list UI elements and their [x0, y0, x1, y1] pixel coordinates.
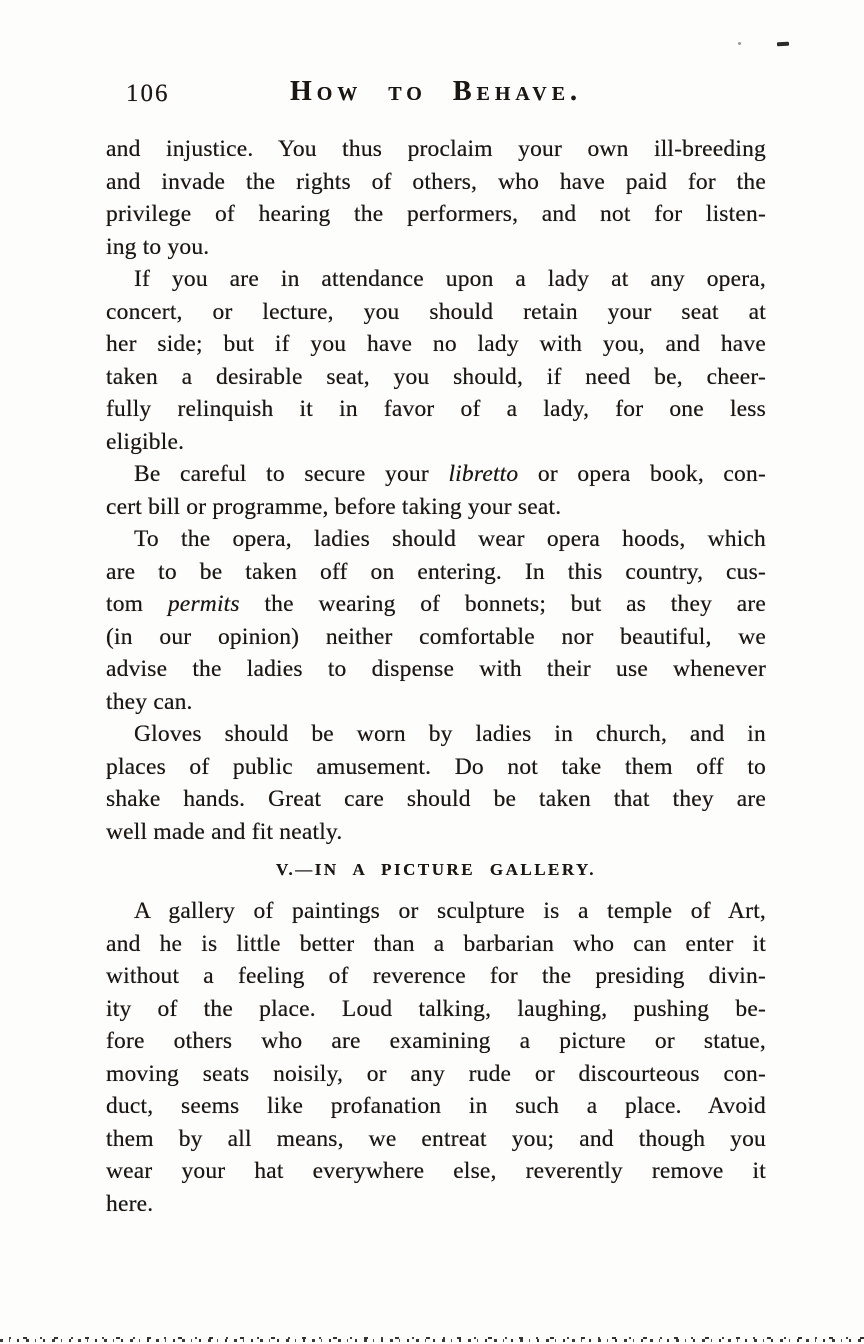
scan-speck-artifact	[738, 42, 741, 45]
text-line: shake hands. Great care should be taken that they are	[106, 786, 766, 812]
text-line: are to be taken off on entering. In this country, cus-	[106, 558, 766, 585]
text-line: (in our opinion) neither comfortable nor beautiful, we	[106, 623, 766, 650]
text-line: ing to you.	[106, 233, 210, 260]
scan-dash-artifact	[777, 42, 789, 47]
text-line: eligible.	[106, 428, 185, 455]
text-line: they can.	[106, 688, 193, 715]
text-line: and he is little better than a barbarian who can enter it	[106, 930, 766, 957]
text-line: wear your hat everywhere else, reverently remove it	[106, 1158, 766, 1184]
text-line: duct, seems like profanation in such a place. Avoid	[106, 1093, 766, 1119]
text-line: advise the ladies to dispense with their use whenever	[106, 656, 766, 682]
text-line: cert bill or programme, before taking your seat.	[106, 493, 562, 520]
page-body	[106, 133, 766, 1220]
text-line: taken a desirable seat, you should, if need be, cheer-	[106, 363, 766, 390]
text-line: without a feeling of reverence for the presiding divin-	[106, 963, 766, 989]
text-line: here.	[106, 1190, 154, 1217]
scan-edge-artifact	[0, 1334, 864, 1342]
text-line: and injustice. You thus proclaim your own ill-breeding	[106, 136, 766, 162]
text-line: ity of the place. Loud talking, laughing, pushing be-	[106, 995, 766, 1022]
page-number: 106	[126, 80, 170, 107]
text-line: Gloves should be worn by ladies in church, and in	[134, 721, 766, 747]
text-line: Be careful to secure your libretto or opera book, con-	[134, 461, 766, 487]
text-line: them by all means, we entreat you; and though you	[106, 1125, 766, 1152]
paragraph	[106, 895, 766, 1220]
text-line: well made and fit neatly.	[106, 818, 343, 845]
text-line: concert, or lecture, you should retain your seat at	[106, 298, 766, 325]
paragraph	[106, 718, 766, 848]
paragraph	[106, 458, 766, 523]
text-line: fore others who are examining a picture or statue,	[106, 1028, 766, 1054]
text-line: places of public amusement. Do not take them off to	[106, 753, 766, 780]
text-line: privilege of hearing the performers, and not for listen-	[106, 201, 766, 227]
text-line: moving seats noisily, or any rude or discourteous con-	[106, 1060, 766, 1087]
paragraph	[106, 263, 766, 458]
text-line: A gallery of paintings or sculpture is a temple of Art,	[134, 898, 766, 924]
running-title: How to Behave.	[289, 76, 583, 107]
text-line: and invade the rights of others, who have paid for the	[106, 168, 766, 195]
text-line: fully relinquish it in favor of a lady, for one less	[106, 396, 766, 422]
paragraph	[106, 523, 766, 718]
text-line: To the opera, ladies should wear opera hoods, which	[134, 526, 766, 552]
text-line: If you are in attendance upon a lady at any opera,	[134, 266, 766, 292]
section-heading: V.—IN A PICTURE GALLERY.	[275, 860, 597, 879]
text-line: her side; but if you have no lady with you, and have	[106, 331, 766, 357]
paragraph	[106, 133, 766, 263]
text-line: tom permits the wearing of bonnets; but as they are	[106, 591, 767, 617]
